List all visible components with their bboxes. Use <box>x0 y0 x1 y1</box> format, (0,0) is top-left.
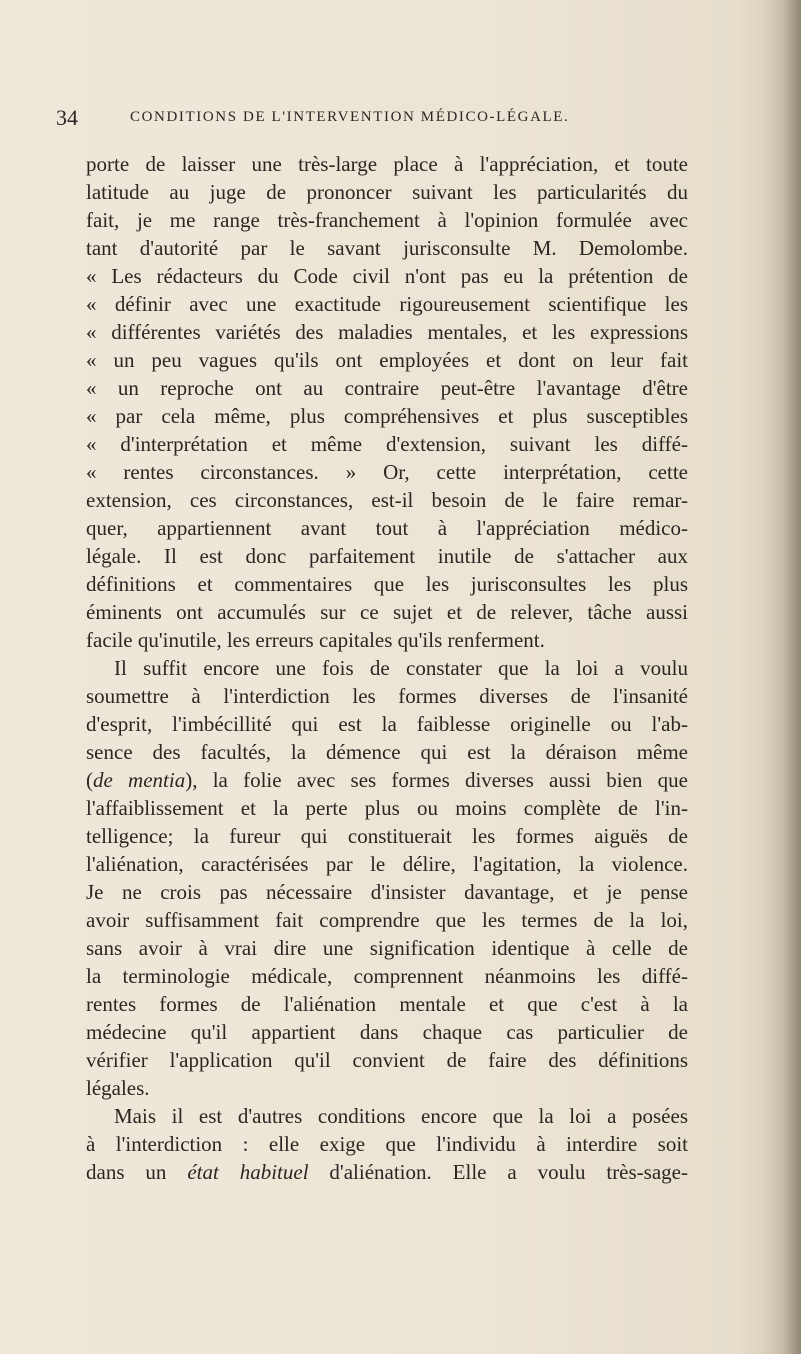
text-fragment: dans un <box>86 1160 188 1184</box>
text-line: porte de laisser une très-large place à l'appréciation, et toute <box>86 152 688 176</box>
text-line: définitions et commentaires que les jurisconsultes les plus <box>86 572 688 596</box>
text-line: « un reproche ont au contraire peut-être l'avantage d'être <box>86 376 688 400</box>
text-line <box>86 738 688 766</box>
text-fragment: sence des facultés, la démence qui est la déraison même <box>86 740 688 764</box>
text-line: légales. <box>86 1076 150 1100</box>
text-line: avoir suffisamment fait comprendre que les termes de la loi, <box>86 908 688 932</box>
running-head: CONDITIONS DE L'INTERVENTION MÉDICO-LÉGALE. <box>130 109 570 125</box>
text-line: Mais il est d'autres conditions encore que la loi a posées <box>114 1104 688 1128</box>
text-line: Il suffit encore une fois de constater que la loi a voulu <box>114 656 688 680</box>
text-line: rentes formes de l'aliénation mentale et que c'est à la <box>86 992 688 1016</box>
page-number: 34 <box>56 105 78 130</box>
text-line: quer, appartiennent avant tout à l'appréciation médico- <box>86 516 688 540</box>
text-line: l'aliénation, caractérisées par le délire, l'agitation, la violence. <box>86 852 688 876</box>
text-line: « définir avec une exactitude rigoureusement scientifique les <box>86 292 688 316</box>
text-line: éminents ont accumulés sur ce sujet et de relever, tâche aussi <box>86 600 688 624</box>
text-line <box>86 1158 688 1186</box>
text-line: facile qu'inutile, les erreurs capitales qu'ils renferment. <box>86 628 545 652</box>
page-edge-shadow <box>761 0 801 1354</box>
text-line: légale. Il est donc parfaitement inutile de s'attacher aux <box>86 544 688 568</box>
text-line: tant d'autorité par le savant jurisconsulte M. Demolombe. <box>86 236 688 260</box>
text-line: « différentes variétés des maladies mentales, et les expressions <box>86 320 688 344</box>
text-line: vérifier l'application qu'il convient de faire des définitions <box>86 1048 688 1072</box>
text-line: sans avoir à vrai dire une signification identique à celle de <box>86 936 688 960</box>
text-line: extension, ces circonstances, est-il besoin de le faire remar- <box>86 488 688 512</box>
text-line: à l'interdiction : elle exige que l'individu à interdire soit <box>86 1132 688 1156</box>
italic-phrase: état habituel <box>187 1160 309 1184</box>
text-line: « d'interprétation et même d'extension, suivant les diffé- <box>86 432 688 456</box>
text-line: « Les rédacteurs du Code civil n'ont pas eu la prétention de <box>86 264 688 288</box>
text-line: soumettre à l'interdiction les formes diverses de l'insanité <box>86 684 688 708</box>
text-line: latitude au juge de prononcer suivant les particularités du <box>86 180 688 204</box>
italic-phrase: de mentia <box>93 768 186 792</box>
page-header <box>56 105 676 135</box>
text-line: l'affaiblissement et la perte plus ou moins complète de l'in- <box>86 796 688 820</box>
text-line: la terminologie médicale, comprennent néanmoins les diffé- <box>86 964 688 988</box>
text-line: d'esprit, l'imbécillité qui est la faiblesse originelle ou l'ab- <box>86 712 688 736</box>
text-line: médecine qu'il appartient dans chaque cas particulier de <box>86 1020 688 1044</box>
text-fragment: ), la folie avec ses formes diverses aussi bien que <box>185 768 688 792</box>
text-line <box>86 766 688 794</box>
body-text <box>86 150 688 1186</box>
text-line: « un peu vagues qu'ils ont employées et dont on leur fait <box>86 348 688 372</box>
text-fragment: ( <box>86 768 93 792</box>
text-line: fait, je me range très-franchement à l'opinion formulée avec <box>86 208 688 232</box>
text-line: Je ne crois pas nécessaire d'insister davantage, et je pense <box>86 880 688 904</box>
text-fragment: d'aliénation. Elle a voulu très-sage- <box>308 1160 688 1184</box>
text-line: « rentes circonstances. » Or, cette interprétation, cette <box>86 460 688 484</box>
text-line: telligence; la fureur qui constituerait les formes aiguës de <box>86 824 688 848</box>
text-line: « par cela même, plus compréhensives et plus susceptibles <box>86 404 688 428</box>
